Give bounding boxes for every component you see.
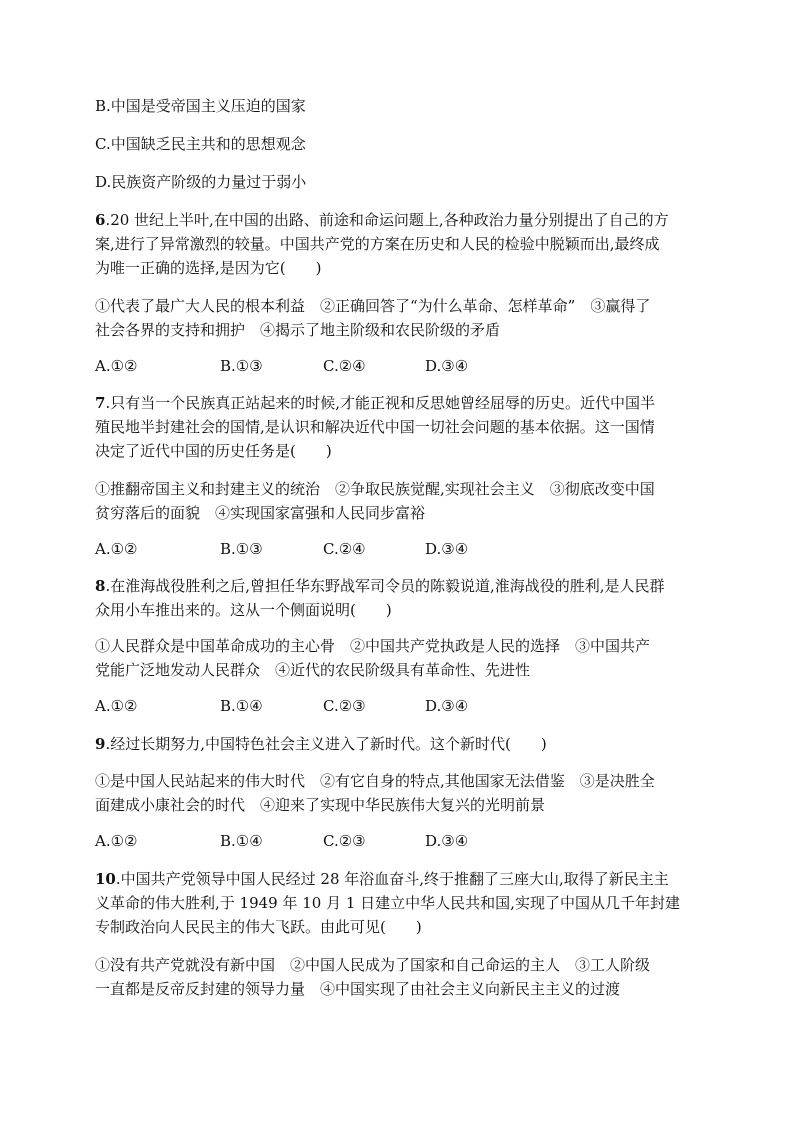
question-7-choice-b[interactable]: B.①③ xyxy=(220,540,263,558)
question-7-stem-line-1: 7.只有当一个民族真正站起来的时候,才能正视和反思她曾经屈辱的历史。近代中国半 xyxy=(95,394,655,412)
question-7-statements-line-1: ①推翻帝国主义和封建主义的统治 ②争取民族觉醒,实现社会主义 ③彻底改变中国 xyxy=(95,480,655,498)
question-8-statements-line-2: 党能广泛地发动人民群众 ④近代的农民阶级具有革命性、先进性 xyxy=(95,661,531,679)
question-number: 10 xyxy=(95,870,116,888)
question-8-choice-a[interactable]: A.①② xyxy=(95,697,138,715)
question-8-choice-c[interactable]: C.②③ xyxy=(323,697,366,715)
question-6-statements-line-1: ①代表了最广大人民的根本利益 ②正确回答了“为什么革命、怎样革命” ③赢得了 xyxy=(95,297,651,315)
question-6-choice-b[interactable]: B.①③ xyxy=(220,357,263,375)
question-number: 6 xyxy=(95,211,106,229)
question-6-stem-line-3: 为唯一正确的选择,是因为它( ) xyxy=(95,259,322,277)
question-10-stem-line-2: 义革命的伟大胜利,于 1949 年 10 月 1 日建立中华人民共和国,实现了中国从几千年封建 xyxy=(95,894,680,912)
question-8-statements-line-1: ①人民群众是中国革命成功的主心骨 ②中国共产党执政是人民的选择 ③中国共产 xyxy=(95,637,651,655)
prev-option-c: C.中国缺乏民主共和的思想观念 xyxy=(95,135,306,153)
question-number: 7 xyxy=(95,394,106,412)
question-number: 9 xyxy=(95,735,106,753)
question-number: 8 xyxy=(95,577,106,595)
question-6-stem-line-1: 6.20 世纪上半叶,在中国的出路、前途和命运问题上,各种政治力量分别提出了自己的方 xyxy=(95,211,669,229)
question-7-choice-a[interactable]: A.①② xyxy=(95,540,138,558)
question-10-statements-line-2: 一直都是反帝反封建的领导力量 ④中国实现了由社会主义向新民主主义的过渡 xyxy=(95,980,621,998)
question-10-stem-line-3: 专制政治向人民民主的伟大飞跃。由此可见( ) xyxy=(95,918,422,936)
question-6-choice-a[interactable]: A.①② xyxy=(95,357,138,375)
question-7-statements-line-2: 贫穷落后的面貌 ④实现国家富强和人民同步富裕 xyxy=(95,504,426,522)
question-9-statements-line-1: ①是中国人民站起来的伟大时代 ②有它自身的特点,其他国家无法借鉴 ③是决胜全 xyxy=(95,772,655,790)
question-8-choice-d[interactable]: D.③④ xyxy=(425,697,469,715)
question-9-choice-b[interactable]: B.①④ xyxy=(220,832,263,850)
question-7-stem-line-3: 决定了近代中国的历史任务是( ) xyxy=(95,442,332,460)
question-7-choice-c[interactable]: C.②④ xyxy=(323,540,366,558)
prev-option-b: B.中国是受帝国主义压迫的国家 xyxy=(95,97,306,115)
question-6-choice-c[interactable]: C.②④ xyxy=(323,357,366,375)
question-9-statements-line-2: 面建成小康社会的时代 ④迎来了实现中华民族伟大复兴的光明前景 xyxy=(95,796,546,814)
question-9-choice-c[interactable]: C.②③ xyxy=(323,832,366,850)
prev-option-d: D.民族资产阶级的力量过于弱小 xyxy=(95,173,307,191)
question-10-statements-line-1: ①没有共产党就没有新中国 ②中国人民成为了国家和自己命运的主人 ③工人阶级 xyxy=(95,956,651,974)
question-7-choice-d[interactable]: D.③④ xyxy=(425,540,469,558)
question-9-choice-d[interactable]: D.③④ xyxy=(425,832,469,850)
question-8-stem-line-1: 8.在淮海战役胜利之后,曾担任华东野战军司令员的陈毅说道,淮海战役的胜利,是人民群 xyxy=(95,577,665,595)
question-6-statements-line-2: 社会各界的支持和拥护 ④揭示了地主阶级和农民阶级的矛盾 xyxy=(95,321,501,339)
question-8-choice-b[interactable]: B.①④ xyxy=(220,697,263,715)
question-9-stem-line-1: 9.经过长期努力,中国特色社会主义进入了新时代。这个新时代( ) xyxy=(95,735,547,753)
question-9-choice-a[interactable]: A.①② xyxy=(95,832,138,850)
question-8-stem-line-2: 众用小车推出来的。这从一个侧面说明( ) xyxy=(95,601,392,619)
question-10-stem-line-1: 10.中国共产党领导中国人民经过 28 年浴血奋斗,终于推翻了三座大山,取得了新民主主 xyxy=(95,870,669,888)
question-7-stem-line-2: 殖民地半封建社会的国情,是认识和解决近代中国一切社会问题的基本依据。这一国情 xyxy=(95,418,655,436)
question-6-choice-d[interactable]: D.③④ xyxy=(425,357,469,375)
question-6-stem-line-2: 案,进行了异常激烈的较量。中国共产党的方案在历史和人民的检验中脱颖而出,最终成 xyxy=(95,235,660,253)
